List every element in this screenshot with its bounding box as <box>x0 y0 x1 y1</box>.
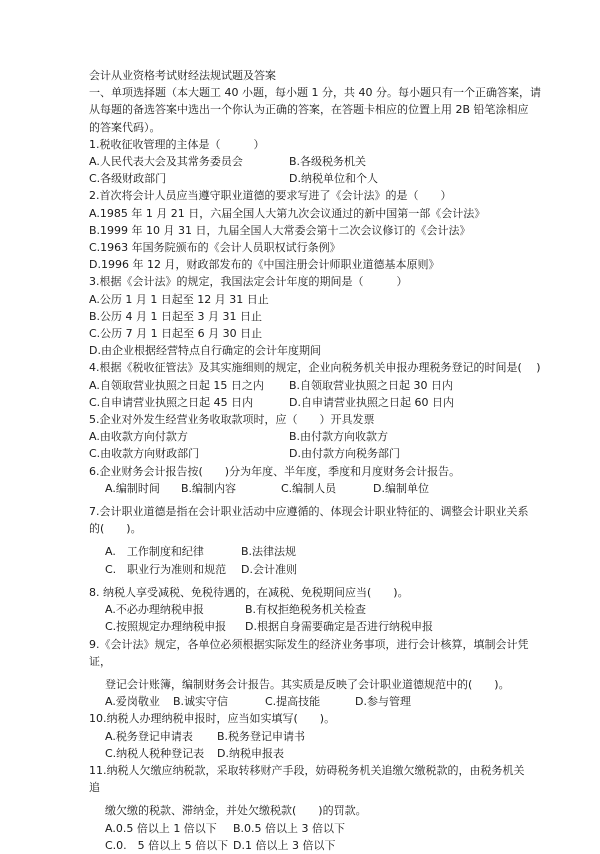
question-3-stem: 3.根据《会计法》的规定，我国法定会计年度的期间是（ ） <box>89 275 408 289</box>
question-11-options-row-2 <box>89 837 525 854</box>
question-5-option-a: A.由收款方向付款方 <box>89 430 188 444</box>
question-9-option-d: D.参与管理 <box>355 695 411 709</box>
question-9-option-c: C.提高技能 <box>265 695 321 709</box>
question-6-option-c: C.编制人员 <box>281 481 337 495</box>
question-5-options-row-1 <box>89 428 525 445</box>
question-4-options-row-1 <box>89 377 525 394</box>
question-2-option-d: D.1996 年 12 月，财政部发布的《中国注册会计师职业道德基本原则》 <box>89 258 440 272</box>
question-5-option-b: B.由付款方向收款方 <box>289 430 389 444</box>
question-8-options-row-2 <box>89 618 525 635</box>
question-10-option-b: B.税务登记申请书 <box>217 729 306 743</box>
question-5-options-row-2 <box>89 445 525 462</box>
question-3-option-b: B.公历 4 月 1 日起至 3 月 31 日止 <box>89 309 263 323</box>
question-11-stem-line-1: 11.纳税人欠缴应纳税款，采取转移财产手段，妨碍税务机关追缴欠缴税款的，由税务机关 <box>89 763 525 777</box>
question-9-stem-line-1: 9.《会计法》规定，各单位必须根据实际发生的经济业务事项，进行会计核算，填制会计凭 <box>89 637 529 651</box>
question-11-option-c: C.0. 5 倍以上 5 倍以下 <box>105 838 229 852</box>
question-1-option-d: D.纳税单位和个人 <box>289 172 378 186</box>
question-4-option-a: A.自领取营业执照之日起 15 日之内 <box>89 378 264 392</box>
question-4-options-row-2 <box>89 394 525 411</box>
question-9-stem-line-2: 证， <box>89 654 111 668</box>
section-heading-line-1: 一、单项选择题（本大题工 40 小题，每小题 1 分，共 40 分。每小题只有一个正确答案，请 <box>89 86 541 100</box>
question-8-option-a: A.不必办理纳税申报 <box>105 603 204 617</box>
question-8-stem: 8. 纳税人享受减税、免税待遇的，在减税、免税期间应当( )。 <box>89 585 409 599</box>
question-7-stem-line-2: 的( )。 <box>89 522 142 536</box>
question-5-option-c: C.由收款方向财政部门 <box>89 447 200 461</box>
question-1-option-c: C.各级财政部门 <box>89 172 167 186</box>
question-10-options-row-2 <box>89 745 525 762</box>
question-11-option-d: D.1 倍以上 3 倍以下 <box>233 838 336 852</box>
question-7-option-c: C. 职业行为准则和规范 <box>105 562 227 576</box>
section-heading-line-3: 的答案代码）。 <box>89 120 161 134</box>
question-10-option-c: C.纳税人税种登记表 <box>105 746 205 760</box>
question-10-options-row-1 <box>89 728 525 745</box>
question-11-option-b: B.0.5 倍以上 3 倍以下 <box>233 821 346 835</box>
question-10-stem: 10.纳税人办理纳税申报时，应当如实填写( )。 <box>89 712 336 726</box>
question-2-stem: 2.首次将会计人员应当遵守职业道德的要求写进了《会计法》的是（ ） <box>89 189 452 203</box>
question-8-option-d: D.根据自身需要确定是否进行纳税申报 <box>245 620 433 634</box>
question-2-option-a: A.1985 年 1 月 21 日，六届全国人大第九次会议通过的新中国第一部《会计法》 <box>89 206 486 220</box>
question-1-options-row-2 <box>89 170 525 187</box>
question-8-option-b: B.有权拒绝税务机关检查 <box>245 603 367 617</box>
question-6-stem: 6.企业财务会计报告按( )分为年度、半年度，季度和月度财务会计报告。 <box>89 464 461 478</box>
question-7-option-b: B.法律法规 <box>241 545 297 559</box>
question-4-option-d: D.自申请营业执照之日起 60 日内 <box>289 395 454 409</box>
question-9-option-b: B.诚实守信 <box>173 695 229 709</box>
question-2-option-b: B.1999 年 10 月 31 日，九届全国人大常委会第十二次会议修订的《会计法》 <box>89 223 471 237</box>
question-11-stem-line-3: 缴欠缴的税款、滞纳金，并处欠缴税款( )的罚款。 <box>105 804 367 818</box>
question-5-option-d: D.由付款方向税务部门 <box>289 447 400 461</box>
document-title: 会计从业资格考试财经法规试题及答案 <box>89 69 276 82</box>
exam-content <box>89 67 541 854</box>
question-7-option-a: A. 工作制度和纪律 <box>105 545 204 559</box>
question-6-option-a: A.编制时间 <box>105 481 160 495</box>
section-heading-line-2: 从每题的备选答案中选出一个你认为正确的答案，在答题卡相应的位置上用 2B 铅笔涂相应 <box>89 103 529 117</box>
question-9-options <box>89 693 525 710</box>
question-3-option-c: C.公历 7 月 1 日起至 6 月 30 日止 <box>89 327 263 341</box>
question-3-option-a: A.公历 1 月 1 日起至 12 月 31 日止 <box>89 292 269 306</box>
question-1-options-row-1 <box>89 153 525 170</box>
question-9-stem-line-3: 登记会计账簿，编制财务会计报告。其实质是反映了会计职业道德规范中的( )。 <box>105 677 510 691</box>
question-7-options-row-2 <box>89 561 525 578</box>
question-8-options-row-1 <box>89 601 525 618</box>
question-6-option-b: B.编制内容 <box>181 481 237 495</box>
question-1-option-a: A.人民代表大会及其常务委员会 <box>89 155 243 169</box>
question-4-option-b: B.自领取营业执照之日起 30 日内 <box>289 378 454 392</box>
question-1-stem: 1.税收征收管理的主体是（ ） <box>89 137 265 151</box>
question-10-option-a: A.税务登记申请表 <box>105 729 193 743</box>
question-4-option-c: C.自申请营业执照之日起 45 日内 <box>89 395 254 409</box>
question-11-options-row-1 <box>89 820 525 837</box>
question-2-option-c: C.1963 年国务院颁布的《会计人员职权试行条例》 <box>89 241 341 255</box>
question-4-stem: 4.根据《税收征管法》及其实施细则的规定，企业向税务机关申报办理税务登记的时间是( ) <box>89 361 541 375</box>
question-8-option-c: C.按照规定办理纳税申报 <box>105 620 227 634</box>
question-1-option-b: B.各级税务机关 <box>289 155 367 169</box>
question-10-option-d: D.纳税申报表 <box>217 746 284 760</box>
question-6-options <box>89 480 525 497</box>
question-11-option-a: A.0.5 倍以上 1 倍以下 <box>105 821 217 835</box>
question-11-stem-line-2: 追 <box>89 781 100 795</box>
question-9-option-a: A.爱岗敬业 <box>105 695 160 709</box>
question-6-option-d: D.编制单位 <box>373 481 429 495</box>
question-7-stem-line-1: 7.会计职业道德是指在会计职业活动中应遵循的、体现会计职业特征的、调整会计职业关系 <box>89 505 529 519</box>
question-7-option-d: D.会计准则 <box>241 562 297 576</box>
question-5-stem: 5.企业对外发生经营业务收取款项时，应（ ）开具发票 <box>89 413 375 427</box>
question-7-options-row-1 <box>89 543 525 560</box>
question-3-option-d: D.由企业根据经营特点自行确定的会计年度期间 <box>89 344 321 358</box>
